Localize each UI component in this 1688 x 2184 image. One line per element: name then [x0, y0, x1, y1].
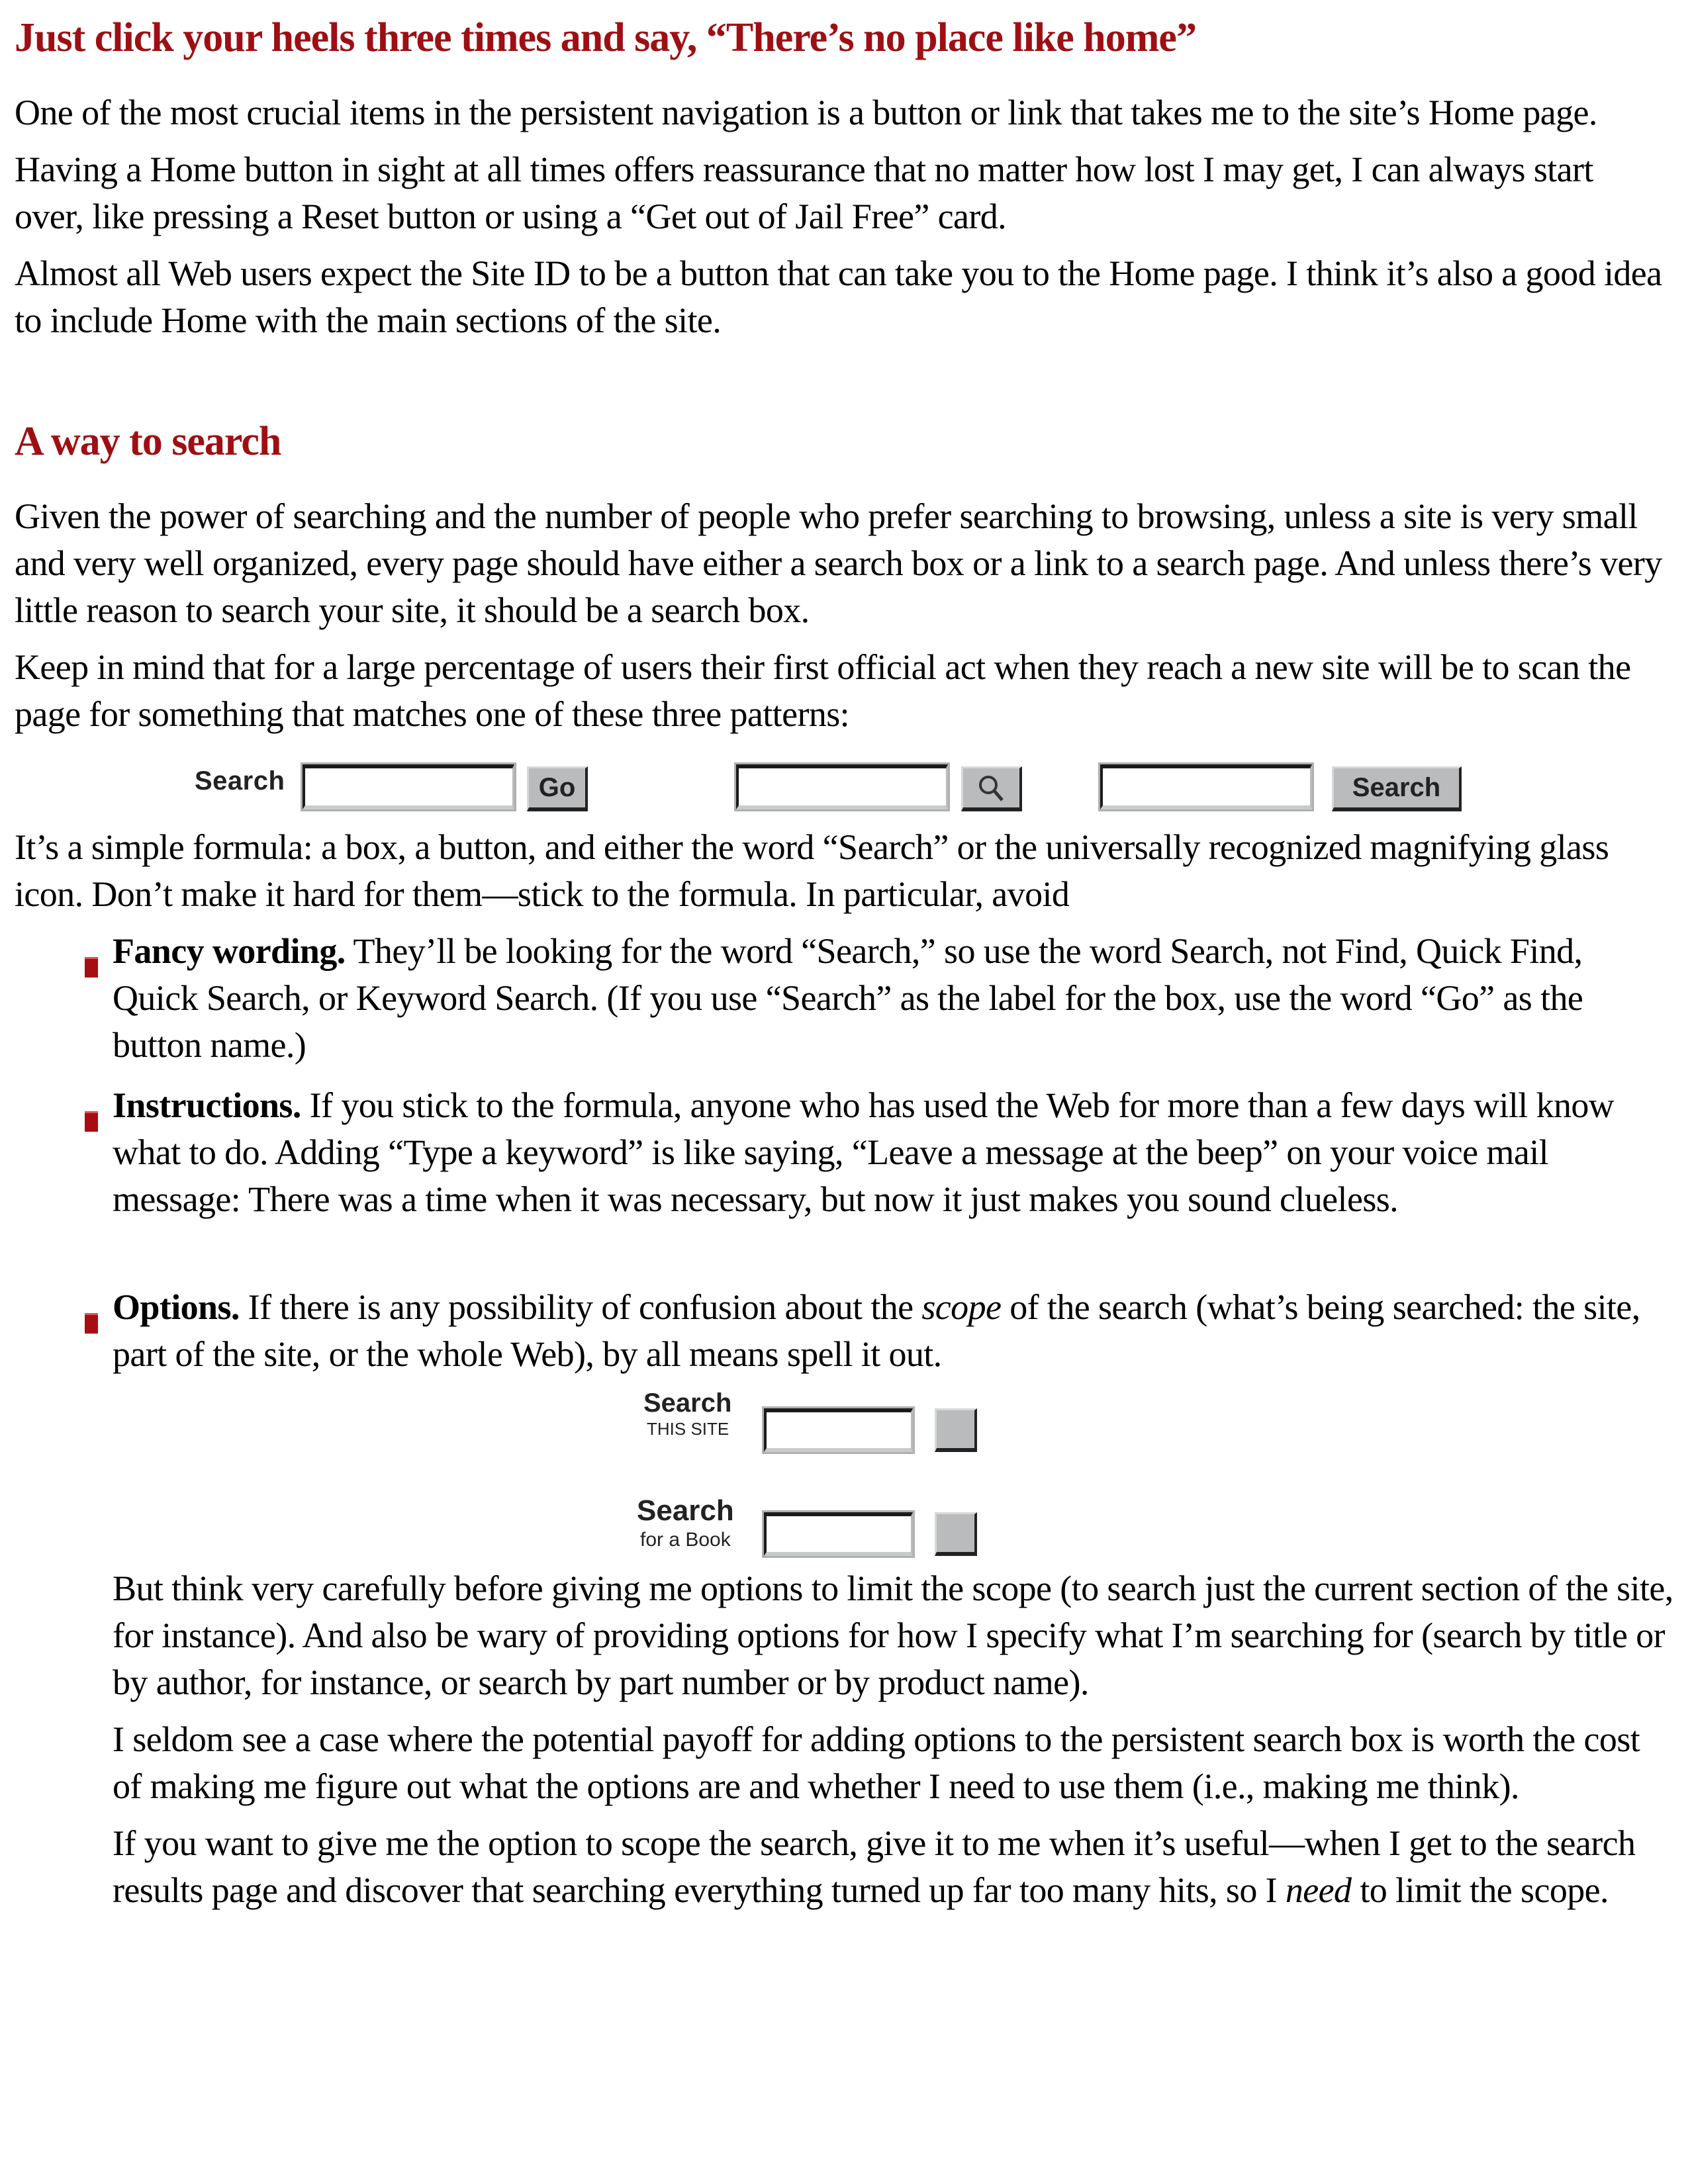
search-button[interactable]: Search	[1332, 766, 1462, 811]
magnifier-button[interactable]	[961, 766, 1022, 811]
bullet-term: Fancy wording.	[113, 931, 346, 971]
bullet-text: If you stick to the formula, anyone who has used the Web for more than a few days will know what to do. Adding “Type a keyword” is like saying, “Leave a message at the beep” on your voice mail message: There was a time when it was necessary, but now it just makes you sound clueless.	[113, 1085, 1615, 1219]
paragraph-home-1: One of the most crucial items in the persistent navigation is a button or link that takes me to the site’s Home page.	[15, 93, 1597, 132]
bullet-fancy-wording	[113, 928, 1675, 1069]
scope-sublabel: for a Book	[640, 1529, 731, 1551]
emphasis-need: need	[1285, 1870, 1352, 1910]
emphasis-scope: scope	[921, 1287, 1002, 1327]
bullet-term: Instructions.	[113, 1085, 301, 1125]
bullet-square-icon	[85, 1313, 98, 1334]
search-section	[15, 493, 1669, 738]
bullet-options: Options. If there is any possibility of confusion about the scope of the search (what’s being searched: the site, part of the site, or the whole Web), by all means spell it out.	[113, 1284, 1675, 1378]
go-button[interactable]: Go	[527, 766, 588, 811]
scope-label: Search	[643, 1388, 732, 1418]
bullet-text: They’ll be looking for the word “Search,” so use the word Search, not Find, Quick Find, Quick Search, or Keyword Search. (If you use “Search” as the label for the box, use the word “Go” as the button name.)	[113, 931, 1583, 1065]
paragraph-closing-3: If you want to give me the option to scope the search, give it to me when it’s useful—when I get to the search results page and discover that searching everything turned up far too many hits, so I need to limit the scope.	[113, 1823, 1636, 1910]
paragraph-home-2: Having a Home button in sight at all times offers reassurance that no matter how lost I may get, I can always start over, like pressing a Reset button or using a “Get out of Jail Free” card.	[15, 150, 1593, 236]
paragraph-formula: It’s a simple formula: a box, a button, and either the word “Search” or the universally recognized magnifying glass icon. Don’t make it hard for them—stick to the formula. In particular, avoid	[15, 827, 1609, 914]
closing-section	[113, 1565, 1675, 1914]
formula-section	[15, 824, 1669, 918]
paragraph-closing-1: But think very carefully before giving me options to limit the scope (to search just the current section of the site, for instance). And also be wary of providing options for how I specify what I’m searching for (search by title or by author, for instance, or search by part number or by product name).	[113, 1569, 1673, 1702]
search-input[interactable]	[764, 1512, 913, 1556]
paragraph-search-2: Keep in mind that for a large percentage of users their first official act when they reach a new site will be to scan the page for something that matches one of these three patterns:	[15, 647, 1631, 734]
paragraph-home-3: Almost all Web users expect the Site ID to be a button that can take you to the Home page. I think it’s also a good idea to include Home with the main sections of the site.	[15, 253, 1662, 340]
heading-search: A way to search	[15, 419, 281, 464]
bullet-term: Options.	[113, 1287, 240, 1327]
bullet-square-icon	[85, 957, 98, 978]
search-submit-button[interactable]	[935, 1408, 977, 1452]
magnifying-glass-icon	[975, 772, 1008, 805]
search-label: Search	[195, 766, 285, 796]
bullet-instructions	[113, 1082, 1675, 1223]
search-input[interactable]	[736, 764, 948, 809]
paragraph-closing-2: I seldom see a case where the potential payoff for adding options to the persistent search box is worth the cost of making me figure out what the options are and whether I need to use them (i.e., making me think).	[113, 1719, 1640, 1806]
paragraph-search-1: Given the power of searching and the number of people who prefer searching to browsing, unless a site is very small and very well organized, every page should have either a search box or a link to a search page. And unless there’s very little reason to search your site, it should be a search box.	[15, 496, 1662, 630]
home-section	[15, 89, 1669, 344]
scope-label: Search	[637, 1494, 734, 1527]
search-input[interactable]	[1100, 764, 1312, 809]
heading-home: Just click your heels three times and say, “There’s no place like home”	[15, 15, 1196, 60]
bullet-square-icon	[85, 1111, 98, 1132]
search-submit-button[interactable]	[935, 1512, 977, 1556]
search-input[interactable]	[764, 1408, 913, 1452]
scope-sublabel: THIS SITE	[647, 1419, 729, 1439]
search-input[interactable]	[303, 764, 514, 809]
